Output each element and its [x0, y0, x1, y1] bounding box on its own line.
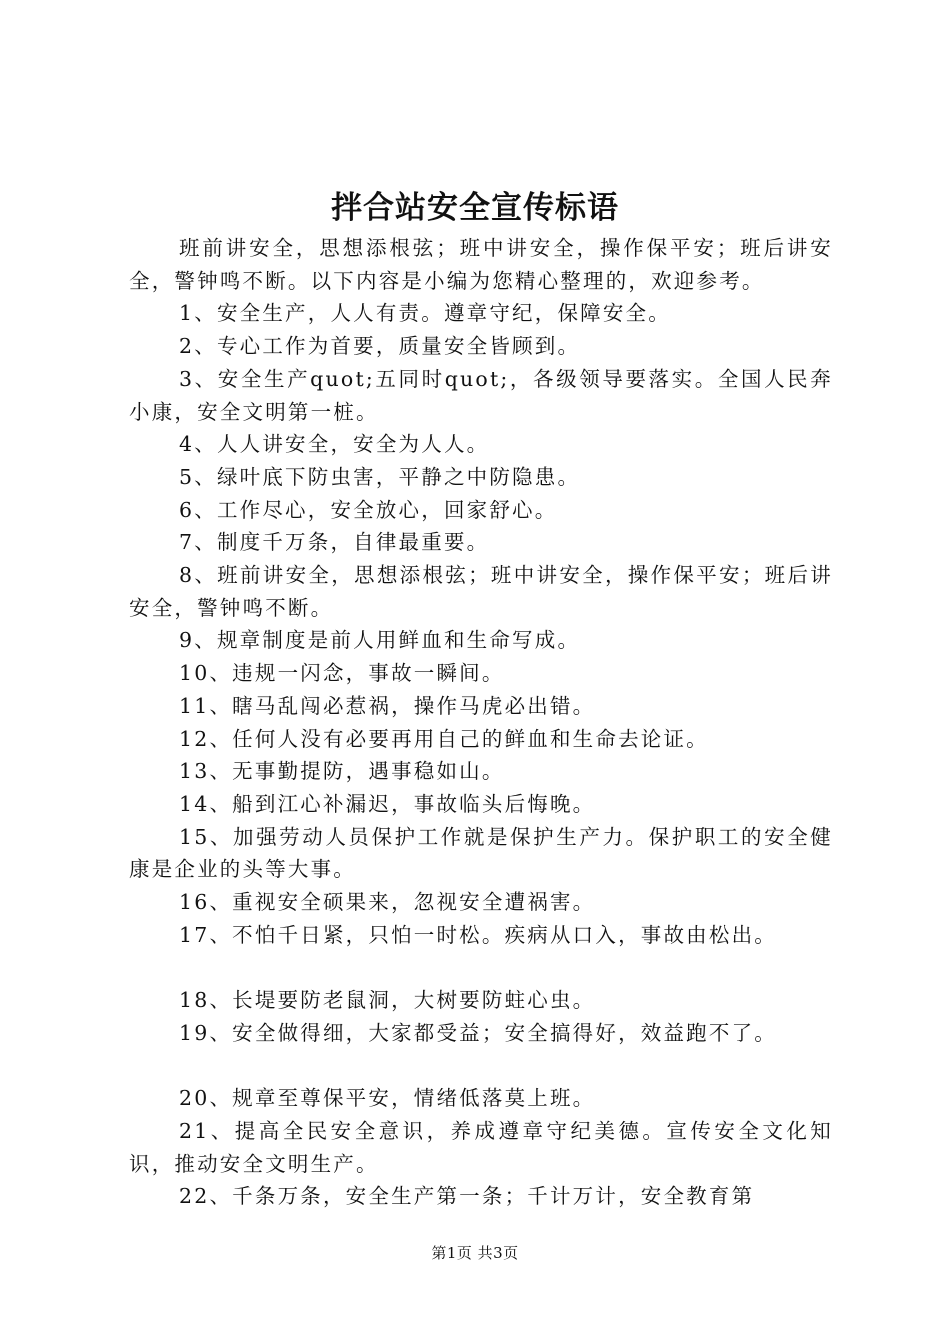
slogan-item: 22、千条万条，安全生产第一条；千计万计，安全教育第: [179, 1184, 755, 1209]
slogan-item: 11、瞎马乱闯必惹祸，操作马虎必出错。: [179, 693, 596, 718]
slogan-item: 17、不怕千日紧，只怕一时松。疾病从口入，事故由松出。: [179, 922, 777, 947]
blank-line: [129, 951, 833, 984]
slogan-item: 14、船到江心补漏迟，事故临头后悔晚。: [179, 791, 596, 816]
slogan-item: 12、任何人没有必要再用自己的鲜血和生命去论证。: [179, 726, 709, 751]
slogan-item: 20、规章至尊保平安，情绪低落莫上班。: [179, 1086, 596, 1111]
slogan-item: 15、加强劳动人员保护工作就是保护生产力。保护职工的安全健康是企业的头等大事。: [129, 824, 833, 882]
slogan-item: 4、人人讲安全，安全为人人。: [179, 432, 490, 457]
slogan-item: 13、无事勤提防，遇事稳如山。: [179, 759, 505, 784]
slogan-item: 7、制度千万条，自律最重要。: [179, 530, 490, 555]
slogan-item: 19、安全做得细，大家都受益；安全搞得好，效益跑不了。: [179, 1020, 777, 1045]
blank-line: [129, 1050, 833, 1083]
slogan-item: 3、安全生产quot;五同时quot;，各级领导要落实。全国人民奔小康，安全文明第一桩。: [129, 366, 833, 424]
slogan-item: 5、绿叶底下防虫害，平静之中防隐患。: [179, 464, 581, 489]
slogan-item: 10、违规一闪念，事故一瞬间。: [179, 661, 505, 686]
slogan-item: 9、规章制度是前人用鲜血和生命写成。: [179, 628, 581, 653]
slogan-item: 8、班前讲安全，思想添根弦；班中讲安全，操作保平安；班后讲安全，警钟鸣不断。: [129, 563, 833, 620]
slogan-item: 2、专心工作为首要，质量安全皆顾到。: [179, 334, 581, 359]
slogan-item: 1、安全生产，人人有责。遵章守纪，保障安全。: [179, 301, 671, 326]
slogan-item: 21、提高全民安全意识，养成遵章守纪美德。宣传安全文化知识，推动安全文明生产。: [129, 1118, 833, 1176]
page-footer: 第1页 共3页: [431, 1244, 519, 1262]
slogan-item: 16、重视安全硕果来，忽视安全遭祸害。: [179, 890, 596, 915]
slogan-item: 18、长堤要防老鼠洞，大树要防蛀心虫。: [179, 988, 596, 1013]
document-body: [129, 232, 833, 1213]
slogan-item: 6、工作尽心，安全放心，回家舒心。: [179, 497, 558, 522]
intro-paragraph: 班前讲安全，思想添根弦；班中讲安全，操作保平安；班后讲安全，警钟鸣不断。以下内容是小编为您精心整理的，欢迎参考。: [129, 236, 833, 293]
document-title: 拌合站安全宣传标语: [331, 190, 619, 226]
